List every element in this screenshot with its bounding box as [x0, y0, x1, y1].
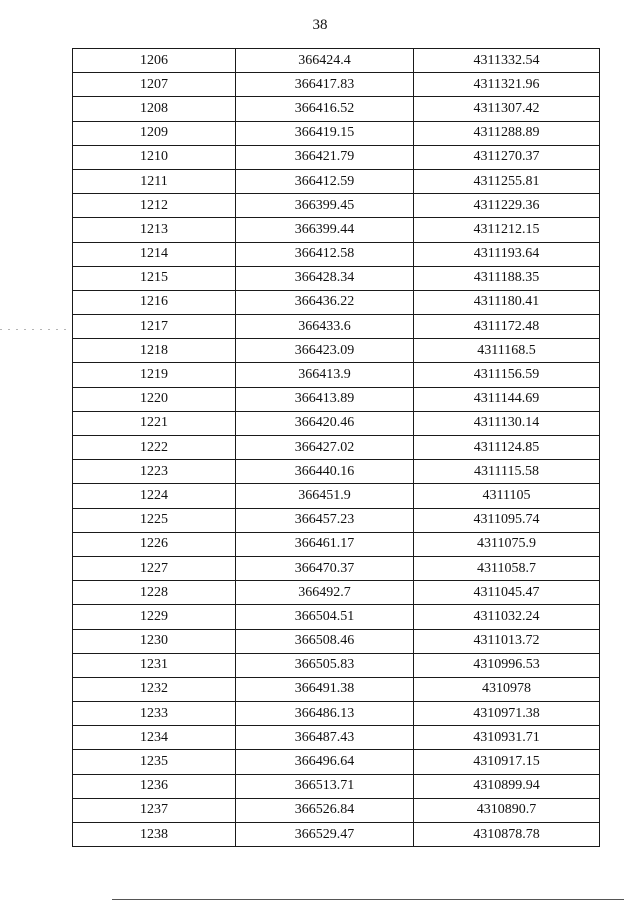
point-number-cell: 1226	[73, 532, 236, 556]
table-row	[73, 726, 600, 750]
x-coordinate-cell: 366529.47	[236, 823, 414, 847]
table-row	[73, 823, 600, 847]
y-coordinate-cell: 4311130.14	[414, 411, 600, 435]
y-coordinate-cell: 4311105	[414, 484, 600, 508]
scan-margin-artifact	[0, 329, 66, 330]
table-row	[73, 49, 600, 73]
x-coordinate-cell: 366526.84	[236, 798, 414, 822]
table-row	[73, 387, 600, 411]
y-coordinate-cell: 4310931.71	[414, 726, 600, 750]
point-number-cell: 1233	[73, 702, 236, 726]
table-row	[73, 629, 600, 653]
point-number-cell: 1219	[73, 363, 236, 387]
x-coordinate-cell: 366508.46	[236, 629, 414, 653]
y-coordinate-cell: 4311095.74	[414, 508, 600, 532]
point-number-cell: 1221	[73, 411, 236, 435]
y-coordinate-cell: 4310971.38	[414, 702, 600, 726]
table-row	[73, 315, 600, 339]
y-coordinate-cell: 4311229.36	[414, 194, 600, 218]
x-coordinate-cell: 366504.51	[236, 605, 414, 629]
point-number-cell: 1223	[73, 460, 236, 484]
table-row	[73, 194, 600, 218]
x-coordinate-cell: 366412.59	[236, 169, 414, 193]
point-number-cell: 1227	[73, 556, 236, 580]
x-coordinate-cell: 366486.13	[236, 702, 414, 726]
x-coordinate-cell: 366413.9	[236, 363, 414, 387]
table-row	[73, 121, 600, 145]
y-coordinate-cell: 4311180.41	[414, 290, 600, 314]
table-row	[73, 653, 600, 677]
y-coordinate-cell: 4311212.15	[414, 218, 600, 242]
point-number-cell: 1206	[73, 49, 236, 73]
x-coordinate-cell: 366416.52	[236, 97, 414, 121]
bottom-rule	[112, 899, 624, 900]
table-row	[73, 532, 600, 556]
x-coordinate-cell: 366413.89	[236, 387, 414, 411]
point-number-cell: 1217	[73, 315, 236, 339]
point-number-cell: 1232	[73, 677, 236, 701]
x-coordinate-cell: 366461.17	[236, 532, 414, 556]
y-coordinate-cell: 4311075.9	[414, 532, 600, 556]
y-coordinate-cell: 4310996.53	[414, 653, 600, 677]
table-row	[73, 218, 600, 242]
table-row	[73, 145, 600, 169]
y-coordinate-cell: 4311168.5	[414, 339, 600, 363]
table-row	[73, 798, 600, 822]
table-row	[73, 363, 600, 387]
x-coordinate-cell: 366433.6	[236, 315, 414, 339]
x-coordinate-cell: 366399.44	[236, 218, 414, 242]
point-number-cell: 1236	[73, 774, 236, 798]
point-number-cell: 1222	[73, 436, 236, 460]
y-coordinate-cell: 4311013.72	[414, 629, 600, 653]
x-coordinate-cell: 366451.9	[236, 484, 414, 508]
point-number-cell: 1207	[73, 73, 236, 97]
x-coordinate-cell: 366496.64	[236, 750, 414, 774]
x-coordinate-cell: 366412.58	[236, 242, 414, 266]
point-number-cell: 1230	[73, 629, 236, 653]
point-number-cell: 1213	[73, 218, 236, 242]
y-coordinate-cell: 4310878.78	[414, 823, 600, 847]
point-number-cell: 1211	[73, 169, 236, 193]
point-number-cell: 1225	[73, 508, 236, 532]
coordinates-table	[72, 48, 600, 847]
y-coordinate-cell: 4311144.69	[414, 387, 600, 411]
x-coordinate-cell: 366436.22	[236, 290, 414, 314]
x-coordinate-cell: 366424.4	[236, 49, 414, 73]
x-coordinate-cell: 366457.23	[236, 508, 414, 532]
y-coordinate-cell: 4311172.48	[414, 315, 600, 339]
point-number-cell: 1229	[73, 605, 236, 629]
point-number-cell: 1228	[73, 581, 236, 605]
table-row	[73, 677, 600, 701]
x-coordinate-cell: 366420.46	[236, 411, 414, 435]
table-row	[73, 339, 600, 363]
y-coordinate-cell: 4310978	[414, 677, 600, 701]
x-coordinate-cell: 366423.09	[236, 339, 414, 363]
y-coordinate-cell: 4311058.7	[414, 556, 600, 580]
x-coordinate-cell: 366470.37	[236, 556, 414, 580]
x-coordinate-cell: 366428.34	[236, 266, 414, 290]
y-coordinate-cell: 4311321.96	[414, 73, 600, 97]
point-number-cell: 1231	[73, 653, 236, 677]
y-coordinate-cell: 4311045.47	[414, 581, 600, 605]
table-row	[73, 290, 600, 314]
y-coordinate-cell: 4311188.35	[414, 266, 600, 290]
table-row	[73, 97, 600, 121]
table-row	[73, 436, 600, 460]
table-row	[73, 508, 600, 532]
point-number-cell: 1215	[73, 266, 236, 290]
table-row	[73, 460, 600, 484]
point-number-cell: 1212	[73, 194, 236, 218]
point-number-cell: 1220	[73, 387, 236, 411]
point-number-cell: 1214	[73, 242, 236, 266]
x-coordinate-cell: 366492.7	[236, 581, 414, 605]
x-coordinate-cell: 366440.16	[236, 460, 414, 484]
y-coordinate-cell: 4311270.37	[414, 145, 600, 169]
y-coordinate-cell: 4310899.94	[414, 774, 600, 798]
point-number-cell: 1216	[73, 290, 236, 314]
y-coordinate-cell: 4310890.7	[414, 798, 600, 822]
point-number-cell: 1209	[73, 121, 236, 145]
point-number-cell: 1238	[73, 823, 236, 847]
x-coordinate-cell: 366399.45	[236, 194, 414, 218]
y-coordinate-cell: 4311032.24	[414, 605, 600, 629]
y-coordinate-cell: 4310917.15	[414, 750, 600, 774]
y-coordinate-cell: 4311115.58	[414, 460, 600, 484]
y-coordinate-cell: 4311332.54	[414, 49, 600, 73]
x-coordinate-cell: 366491.38	[236, 677, 414, 701]
table-row	[73, 750, 600, 774]
y-coordinate-cell: 4311124.85	[414, 436, 600, 460]
table-row	[73, 581, 600, 605]
y-coordinate-cell: 4311193.64	[414, 242, 600, 266]
point-number-cell: 1237	[73, 798, 236, 822]
point-number-cell: 1224	[73, 484, 236, 508]
y-coordinate-cell: 4311288.89	[414, 121, 600, 145]
y-coordinate-cell: 4311156.59	[414, 363, 600, 387]
y-coordinate-cell: 4311255.81	[414, 169, 600, 193]
table-row	[73, 556, 600, 580]
x-coordinate-cell: 366419.15	[236, 121, 414, 145]
table-row	[73, 605, 600, 629]
x-coordinate-cell: 366505.83	[236, 653, 414, 677]
x-coordinate-cell: 366417.83	[236, 73, 414, 97]
table-row	[73, 702, 600, 726]
coordinates-table-body	[73, 49, 600, 847]
y-coordinate-cell: 4311307.42	[414, 97, 600, 121]
table-row	[73, 242, 600, 266]
table-row	[73, 73, 600, 97]
table-row	[73, 411, 600, 435]
x-coordinate-cell: 366427.02	[236, 436, 414, 460]
table-row	[73, 266, 600, 290]
table-row	[73, 774, 600, 798]
x-coordinate-cell: 366513.71	[236, 774, 414, 798]
point-number-cell: 1210	[73, 145, 236, 169]
table-row	[73, 484, 600, 508]
point-number-cell: 1234	[73, 726, 236, 750]
x-coordinate-cell: 366421.79	[236, 145, 414, 169]
point-number-cell: 1235	[73, 750, 236, 774]
point-number-cell: 1208	[73, 97, 236, 121]
x-coordinate-cell: 366487.43	[236, 726, 414, 750]
table-row	[73, 169, 600, 193]
page-number: 38	[312, 17, 328, 33]
point-number-cell: 1218	[73, 339, 236, 363]
